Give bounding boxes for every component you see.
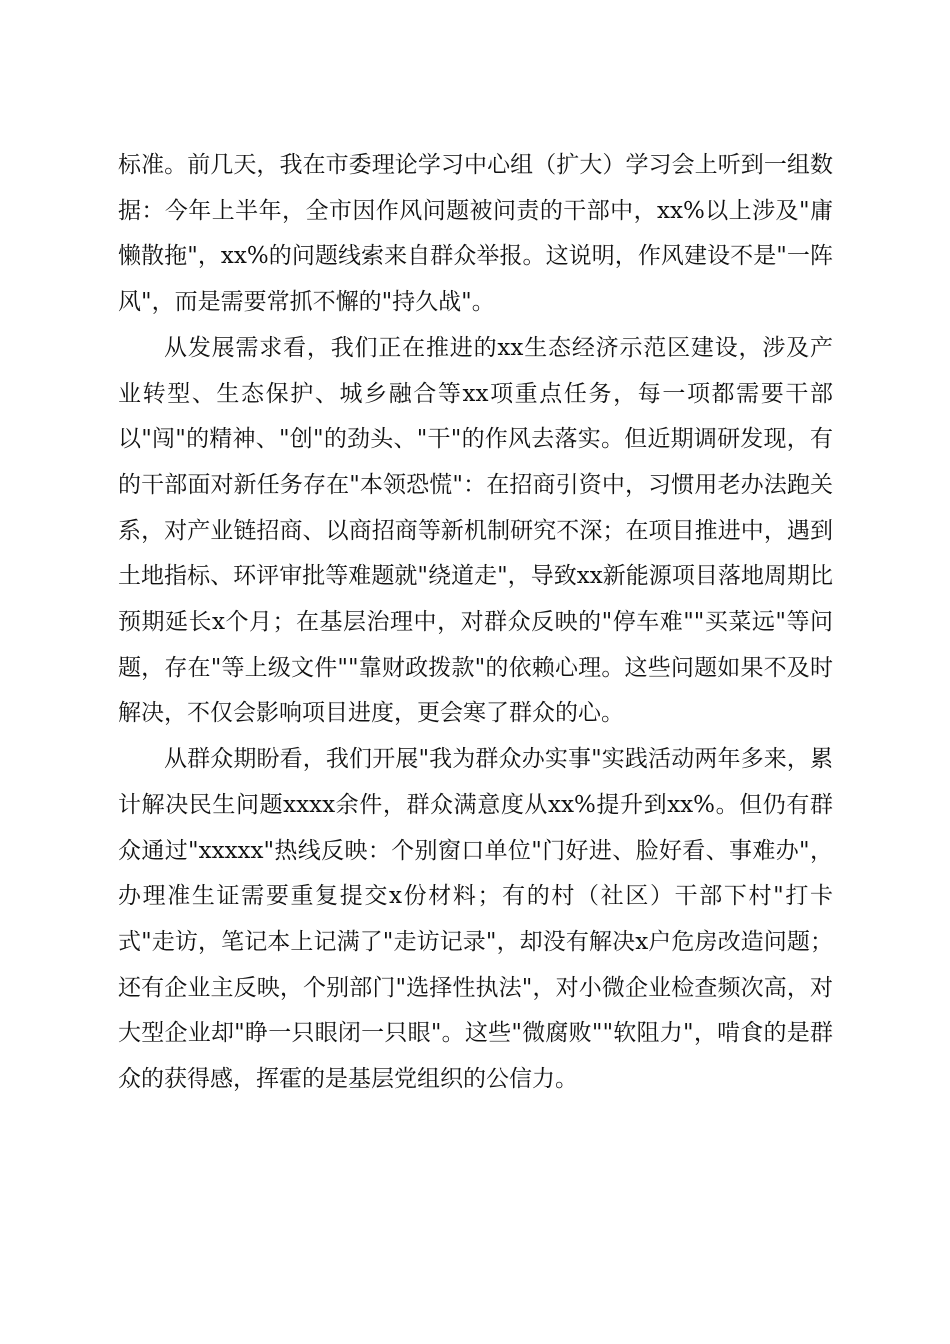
paragraph-2: 从发展需求看，我们正在推进的xx生态经济示范区建设，涉及产业转型、生态保护、城乡融合等xx项重点任务，每一项都需要干部以"闯"的精神、"创"的劲头、"干"的作风去落实。但近期调研发现，有的干部面对新任务存在"本领恐慌"：在招商引资中，习惯用老办法跑关系，对产业链招商、以商招商等新机制研究不深；在项目推进中，遇到土地指标、环评审批等难题就"绕道走"，导致xx新能源项目落地周期比预期延长x个月；在基层治理中，对群众反映的"停车难""买菜远"等问题，存在"等上级文件""靠财政拨款"的依赖心理。这些问题如果不及时解决，不仅会影响项目进度，更会寒了群众的心。 (118, 334, 833, 727)
document-body (118, 143, 833, 1103)
paragraph-1: 标准。前几天，我在市委理论学习中心组（扩大）学习会上听到一组数据：今年上半年，全市因作风问题被问责的干部中，xx%以上涉及"庸懒散拖"，xx%的问题线索来自群众举报。这说明，作风建设不是"一阵风"，而是需要常抓不懈的"持久战"。 (118, 152, 833, 316)
paragraph-3: 从群众期盼看，我们开展"我为群众办实事"实践活动两年多来，累计解决民生问题xxxx余件，群众满意度从xx%提升到xx%。但仍有群众通过"xxxxx"热线反映：个别窗口单位"门好进、脸好看、事难办"，办理准生证需要重复提交x份材料；有的村（社区）干部下村"打卡式"走访，笔记本上记满了"走访记录"，却没有解决x户危房改造问题；还有企业主反映，个别部门"选择性执法"，对小微企业检查频次高，对大型企业却"睁一只眼闭一只眼"。这些"微腐败""软阻力"，啃食的是群众的获得感，挥霍的是基层党组织的公信力。 (118, 746, 833, 1093)
